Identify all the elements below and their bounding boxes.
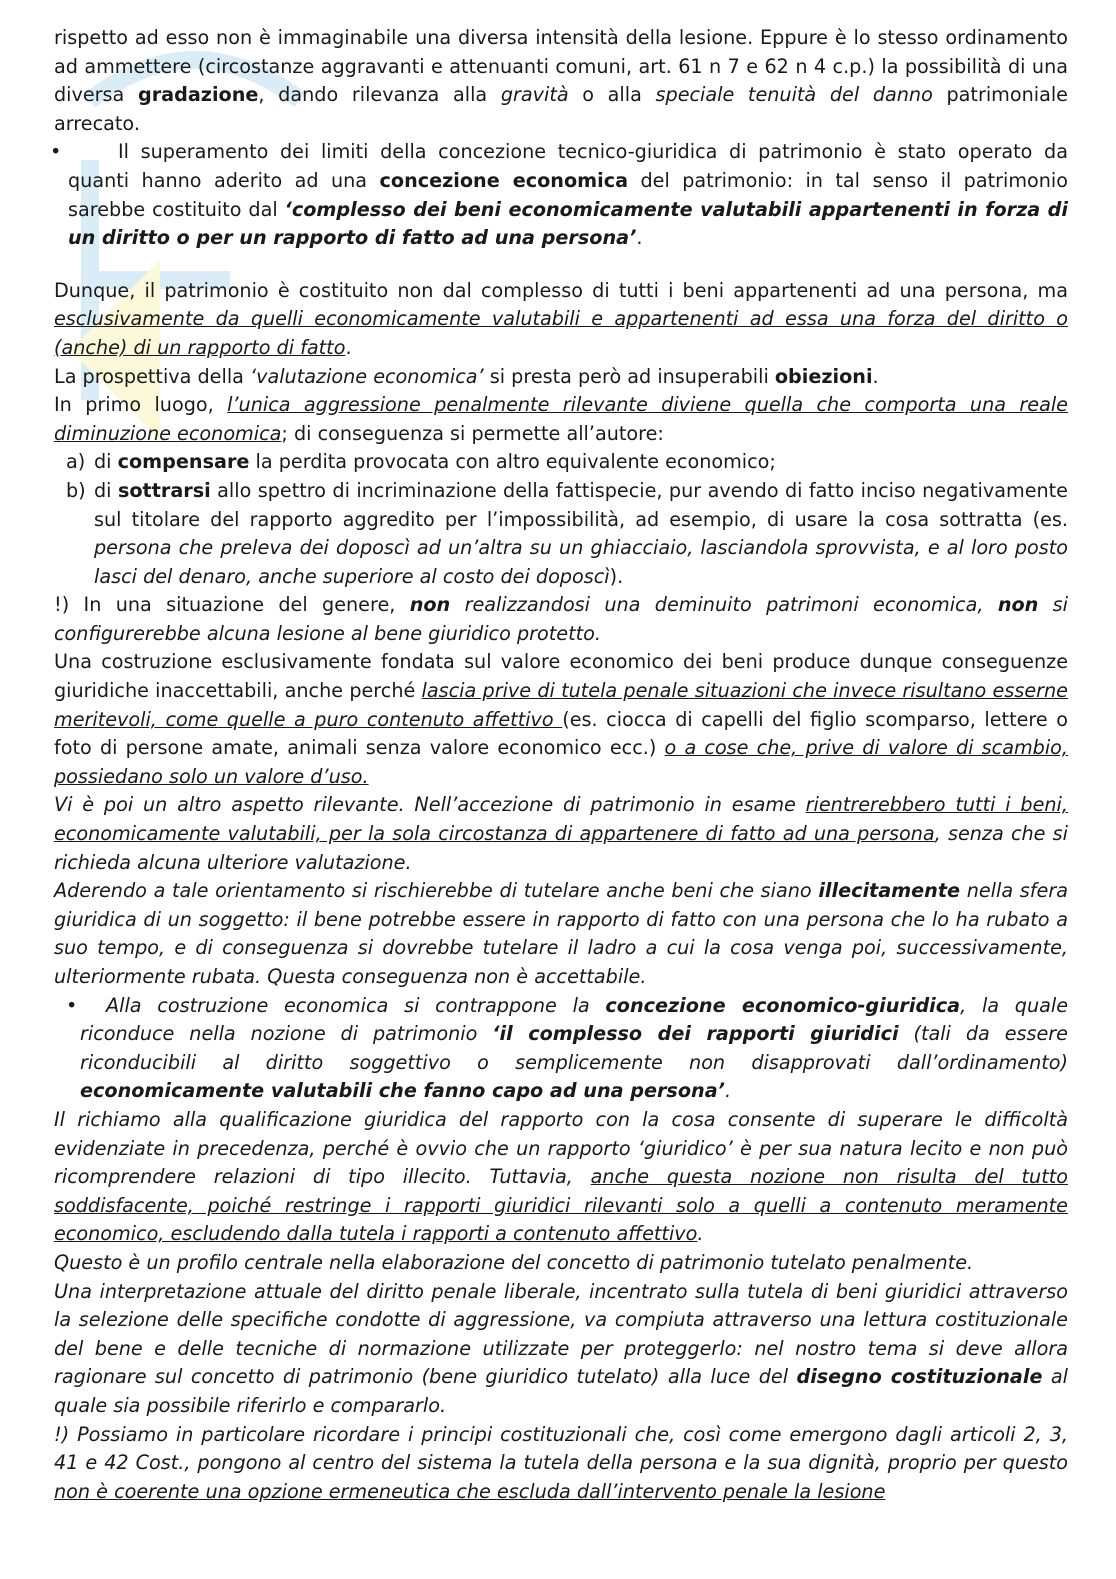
italic-text: al quale sia possibile riferirlo e compararlo. (54, 1365, 1068, 1417)
paragraph-1 (54, 24, 1068, 138)
bold-term: sottrarsi (117, 478, 211, 502)
text: (es. ciocca di capelli del figlio scomparso, lettere o foto di persone amate, animali senza valore economico ecc.) (54, 707, 1068, 760)
italic-text: (tali da essere riconducibili al diritto soggettivo o semplicemente non disapprovati dall’ordinamento) (80, 1022, 1068, 1074)
bold-term: concezione economica (379, 168, 629, 192)
text: ). (609, 564, 624, 588)
underlined-text: anche questa nozione non risulta del tutto soddisfacente, poiché restringe i rapporti giuridici rilevanti solo a quelli a contenuto meramente economico, escludendo dalla tutela i rapporti a contenuto affettivo (54, 1165, 1068, 1246)
text: Una costruzione esclusivamente fondata sul valore economico dei beni produce dunque conseguenze giuridiche inaccettabili, anche perché (54, 650, 1068, 703)
paragraph-3 (54, 363, 1068, 392)
list-marker: a) (66, 450, 86, 474)
underlined-text: non è coerente una opzione ermeneutica che escluda dall’intervento penale la lesione (54, 1479, 886, 1503)
italic-text: . (724, 1079, 732, 1103)
italic-text: , la quale riconduce nella nozione di patrimonio (80, 993, 1069, 1046)
underlined-text: (anche) di un rapporto di fatto (54, 335, 346, 359)
text: . (345, 335, 352, 359)
text: di (94, 478, 118, 502)
italic-text: Vi è poi un altro aspetto rilevante. Nell’accezione di patrimonio in esame (54, 793, 806, 817)
list-item-a (54, 448, 1068, 477)
paragraph-4 (54, 391, 1068, 448)
text: patrimoniale arrecato. (54, 83, 1068, 135)
text: la perdita provocata con altro equivalente economico; (249, 450, 776, 474)
text: di (94, 450, 118, 474)
paragraph-2 (54, 277, 1068, 363)
text: rispetto ad esso non è immaginabile una diversa intensità della lesione. Eppure è lo stesso ordinamento ad ammettere (circostanze aggravanti e attenuanti comuni, art. 61 n 7 e 62 n 4 c.p.) la possibilità di una diversa (54, 26, 1068, 107)
bullet-concezione-economico-giuridica (54, 992, 1068, 1106)
text: . (636, 226, 643, 250)
bold-italic-term: concezione economico-giuridica (605, 993, 961, 1017)
bold-italic-term: non (409, 593, 451, 617)
text: , dando rilevanza alla (258, 83, 501, 107)
bold-italic-term: non (997, 593, 1039, 617)
paragraph-12 (54, 1421, 1068, 1507)
paragraph-7 (54, 791, 1068, 877)
paragraph-5 (54, 591, 1068, 648)
text: o alla (568, 83, 656, 107)
text: Il superamento dei limiti della concezione tecnico-giuridica di patrimonio è stato operato da quanti hanno aderito ad una (68, 140, 1068, 192)
italic-example: persona che preleva dei doposcì ad un’altra su un ghiacciaio, lasciandola sprovvista, e al loro posto lasci del denaro, anche superiore al costo dei doposcì (94, 536, 1068, 588)
italic-term-tenuita: speciale tenuità del danno (655, 83, 933, 107)
list-marker: b) (66, 478, 86, 502)
document-page (50, 24, 1069, 1506)
italic-text: . (697, 1222, 704, 1246)
text: Dunque, il patrimonio è costituito non dal complesso di tutti i beni appartenenti ad una persona, ma (54, 278, 1068, 302)
bold-term: obiezioni (774, 364, 873, 388)
bullet-icon: • (50, 140, 62, 164)
text: ; di conseguenza si permette all’autore: (281, 421, 664, 445)
bold-term: compensare (117, 450, 250, 474)
text: allo spettro di incriminazione della fattispecie, pur avendo di fatto inciso negativamente sul titolare del rapporto aggredito per l’impossibilità, ad esempio, di usare la cosa sottratta (es. (94, 478, 1068, 531)
underlined-text: l’unica aggressione penalmente rilevante diviene quella che comporta una reale diminuzione economica (54, 393, 1068, 445)
text: In primo luogo, (54, 393, 228, 417)
spacer (54, 253, 1068, 277)
italic-text: Aderendo a tale orientamento si rischierebbe di tutelare anche beni che siano (54, 879, 819, 903)
text: La prospettiva della (54, 364, 251, 388)
text: si presta però ad insuperabili (483, 364, 775, 388)
italic-text: , senza che si richieda alcuna ulteriore valutazione. (54, 822, 1069, 874)
italic-text: Alla costruzione economica si contrappone la (106, 993, 606, 1017)
italic-text: Una interpretazione attuale del diritto penale liberale, incentrato sulla tutela di beni giuridici attraverso la selezione delle specifiche condotte di aggressione, va compiuta attraverso una lettura costituzionale del bene e delle tecniche di normazione utilizzate per proteggerlo: nel nostro tema si deve allora ragionare sul concetto di patrimonio (bene giuridico tutelato) alla luce del (54, 1279, 1068, 1389)
definition-quote: ‘complesso dei beni economicamente valutabili appartenenti in forza di un diritto o per un rapporto di fatto ad una persona’ (68, 197, 1068, 250)
italic-text: !) Possiamo in particolare ricordare i principi costituzionali che, così come emergono dagli articoli 2, 3, 41 e 42 Cost., pongono al centro del sistema la tutela della persona e la sua dignità, proprio per questo (54, 1422, 1068, 1475)
italic-text: realizzandosi una deminuito patrimoni economica, (450, 593, 998, 617)
italic-text: si configurerebbe alcuna lesione al bene giuridico protetto. (54, 593, 1069, 645)
italic-text: ‘valutazione economica’ (250, 364, 484, 388)
bold-italic-term: illecitamente (818, 879, 961, 903)
underlined-text: rientrerebbero tutti i beni, economicamente valutabili, per la sola circostanza di appartenere di fatto ad una persona (54, 793, 1068, 846)
text: del patrimonio: in tal senso il patrimonio sarebbe costituito dal (68, 168, 1069, 221)
text: . (872, 364, 879, 388)
underlined-text: o a cose che, prive di valore di scambio, possiedano solo un valore d’uso. (54, 736, 1068, 788)
italic-text: Questo è un profilo centrale nella elaborazione del concetto di patrimonio tutelato penalmente. (54, 1250, 974, 1274)
definition-quote: ‘il complesso dei rapporti giuridici (492, 1022, 899, 1046)
paragraph-8 (54, 877, 1068, 991)
text: !) In una situazione del genere, (54, 593, 410, 617)
italic-text: nella sfera giuridica di un soggetto: il bene potrebbe essere in rapporto di fatto con una persona che lo ha rubato a suo tempo, e di conseguenza si dovrebbe tutelare il ladro a cui la cosa venga poi, successivamente, ulteriormente rubata. Questa conseguenza non è accettabile. (54, 879, 1068, 988)
italic-term-gravita: gravità (500, 83, 569, 107)
paragraph-10 (54, 1249, 1068, 1278)
paragraph-6 (54, 648, 1068, 791)
paragraph-11 (54, 1278, 1068, 1421)
paragraph-9 (54, 1106, 1068, 1249)
underlined-text: esclusivamente da quelli economicamente valutabili e appartenenti ad essa una forza del diritto o (54, 307, 1068, 331)
bold-italic-term: disegno costituzionale (796, 1365, 1043, 1389)
list-item-b (54, 477, 1068, 591)
bullet-icon: • (66, 993, 78, 1017)
bold-term-gradazione: gradazione (137, 83, 259, 107)
underlined-text: lascia prive di tutela penale situazioni che invece risultano esserne meritevoli, come quelle a puro contenuto affettivo (54, 679, 1068, 731)
definition-quote: economicamente valutabili che fanno capo ad una persona’ (80, 1079, 725, 1103)
italic-text: Il richiamo alla qualificazione giuridica del rapporto con la cosa consente di superare le difficoltà evidenziate in precedenza, perché è ovvio che un rapporto ‘giuridico’ è per sua natura lecito e non può ricomprendere relazioni di tipo illecito. Tuttavia, (54, 1107, 1068, 1189)
bullet-concezione-economica (50, 138, 1069, 252)
